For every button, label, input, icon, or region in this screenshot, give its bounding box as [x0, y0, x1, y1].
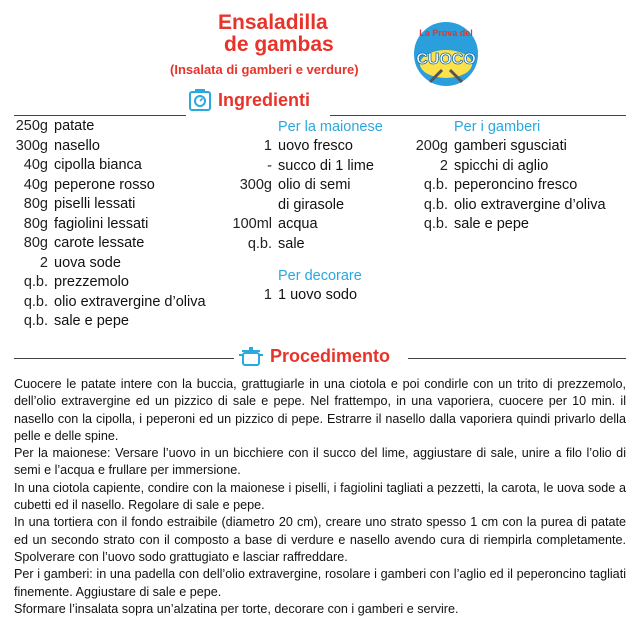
- ingredient-name: uova sode: [54, 254, 121, 271]
- procedure-rule-left: [14, 358, 234, 359]
- mayonnaise-list: [230, 117, 383, 306]
- ingredient-row: [230, 286, 383, 306]
- ingredient-qty: q.b.: [23, 313, 48, 329]
- ingredient-row: [408, 215, 606, 235]
- main-ingredients-list: [14, 117, 206, 332]
- ingredient-qty: 300g: [239, 177, 272, 193]
- ingredient-name: piselli lessati: [54, 196, 136, 212]
- ingredient-qty: q.b.: [423, 196, 448, 213]
- ingredient-qty: 100ml: [232, 216, 272, 232]
- ingredient-qty: q.b.: [247, 235, 272, 252]
- ingredient-row: [230, 196, 383, 216]
- ingredient-qty: 1: [263, 138, 272, 154]
- show-logo: [408, 14, 484, 94]
- ingredient-qty: 2: [439, 157, 448, 174]
- recipe-subtitle: (Insalata di gamberi e verdure): [170, 62, 359, 77]
- ingredient-row: [14, 215, 206, 235]
- ingredient-qty: 80g: [23, 196, 48, 212]
- ingredients-heading: [188, 88, 310, 112]
- ingredient-row: [230, 137, 383, 157]
- ingredient-row: [230, 215, 383, 235]
- ingredient-row: [14, 176, 206, 196]
- ingredient-qty: 300g: [15, 137, 48, 154]
- ingredient-row: [230, 157, 383, 177]
- ingredient-name: cipolla bianca: [54, 157, 142, 173]
- procedure-step: Per la maionese: Versare l’uovo in un bicchiere con il succo del lime, aggiustare di sale, unire a filo l’olio di semi e l’acqua e frullare per immersione.: [14, 446, 626, 478]
- logo-text-top: La Prova del: [419, 28, 473, 38]
- ingredient-qty: 80g: [23, 215, 48, 232]
- ingredient-name: olio di semi: [278, 177, 351, 193]
- ingredient-qty: 40g: [23, 157, 48, 173]
- procedure-rule-right: [408, 358, 626, 359]
- decoration-heading: Per decorare: [278, 268, 362, 284]
- cooking-pot-icon: [238, 345, 264, 367]
- ingredient-name: nasello: [54, 137, 100, 154]
- ingredient-qty: q.b.: [23, 293, 48, 310]
- ingredient-name: patate: [54, 118, 95, 134]
- ingredient-qty: 80g: [23, 235, 48, 251]
- ingredient-qty: [230, 196, 278, 216]
- ingredient-qty: q.b.: [23, 274, 48, 290]
- ingredient-name: olio extravergine d’oliva: [454, 196, 606, 213]
- ingredient-row: [408, 137, 606, 157]
- ingredient-row: [230, 235, 383, 255]
- ingredient-row: [14, 156, 206, 176]
- ingredient-name: gamberi sgusciati: [454, 138, 567, 154]
- ingredient-name: carote lessate: [54, 235, 145, 251]
- ingredient-row: [14, 293, 206, 313]
- shrimp-heading: Per i gamberi: [454, 119, 541, 135]
- ingredient-name: prezzemolo: [54, 274, 129, 290]
- ingredient-row: [230, 176, 383, 196]
- procedure-text: [14, 376, 626, 618]
- ingredient-row: [14, 254, 206, 274]
- ingredient-row: [14, 234, 206, 254]
- shrimp-list: [408, 117, 606, 235]
- ingredient-row: [14, 117, 206, 137]
- ingredient-row: [14, 312, 206, 332]
- ingredient-name: sale: [278, 235, 305, 252]
- logo-text-main: CUOCO: [416, 51, 476, 68]
- ingredient-name: olio extravergine d’oliva: [54, 293, 206, 310]
- kitchen-scale-icon: [188, 88, 212, 112]
- ingredient-name: sale e pepe: [54, 313, 129, 329]
- ingredients-heading-text: Ingredienti: [218, 89, 311, 110]
- ingredient-qty: 1: [263, 287, 272, 303]
- ingredient-row: [408, 176, 606, 196]
- ingredient-name: fagiolini lessati: [54, 215, 149, 232]
- procedure-step: Cuocere le patate intere con la buccia, grattugiarle in una ciotola e poi condirle con un trito di prezzemolo, dell’olio extravergine ed un pizzico di sale e pepe. Nel frattempo, in una vaporiera, cuocere per 10 min. il nasello con la cipolla, i peperoni ed un pizzico di pepe. Estrarre il nasello dalla vaporiera quindi privarlo della pelle e delle spine.: [14, 377, 626, 443]
- ingredients-rule-left: [14, 115, 186, 116]
- ingredient-name: uovo fresco: [278, 138, 353, 154]
- ingredient-row: [408, 196, 606, 216]
- ingredient-qty: 2: [39, 254, 48, 271]
- ingredient-name: di girasole: [278, 196, 345, 213]
- title-line-2: de gambas: [224, 33, 334, 56]
- ingredient-name: spicchi di aglio: [454, 157, 549, 174]
- ingredient-qty: q.b.: [423, 177, 448, 193]
- ingredient-name: sale e pepe: [454, 216, 529, 232]
- procedure-heading-text: Procedimento: [270, 345, 391, 366]
- ingredient-row: [14, 195, 206, 215]
- procedure-step: Sformare l’insalata sopra un’alzatina per torte, decorare con i gamberi e servire.: [14, 601, 459, 616]
- procedure-step: In una tortiera con il fondo estraibile (diametro 20 cm), creare uno strato spesso 1 cm con la purea di patate ed un secondo strato con il composto a base di verdure e nasello avendo cura di riempirla completamente. Spolverare con l’uovo sodo grattugiato e lasciar raffreddare.: [14, 515, 626, 564]
- ingredient-qty: -: [267, 157, 272, 174]
- ingredient-name: 1 uovo sodo: [278, 287, 358, 303]
- ingredient-qty: q.b.: [423, 216, 448, 232]
- ingredient-row: [14, 137, 206, 157]
- procedure-step: In una ciotola capiente, condire con la maionese i piselli, i fagiolini tagliati a pezzetti, la carota, le uova sode a cubetti ed il nasello. Regolare di sale e pepe.: [14, 480, 626, 513]
- ingredient-name: acqua: [278, 216, 318, 232]
- recipe-title: [214, 12, 414, 56]
- ingredient-row: [408, 157, 606, 177]
- procedure-step: Per i gamberi: in una padella con dell’olio extravergine, rosolare i gamberi con l’aglio ed il peperoncino tagliati finemente. Aggiustare di sale e pepe.: [14, 567, 626, 599]
- ingredient-name: peperoncino fresco: [454, 177, 578, 193]
- ingredients-rule-right: [330, 115, 626, 116]
- ingredient-name: peperone rosso: [54, 176, 155, 193]
- ingredient-name: succo di 1 lime: [278, 157, 374, 174]
- ingredient-row: [14, 273, 206, 293]
- ingredient-qty: 200g: [415, 138, 448, 154]
- mayonnaise-heading: Per la maionese: [278, 119, 383, 135]
- ingredient-qty: 250g: [15, 118, 48, 134]
- title-line-1: Ensaladilla: [218, 11, 328, 34]
- procedure-heading: [238, 345, 390, 367]
- ingredient-qty: 40g: [23, 176, 48, 193]
